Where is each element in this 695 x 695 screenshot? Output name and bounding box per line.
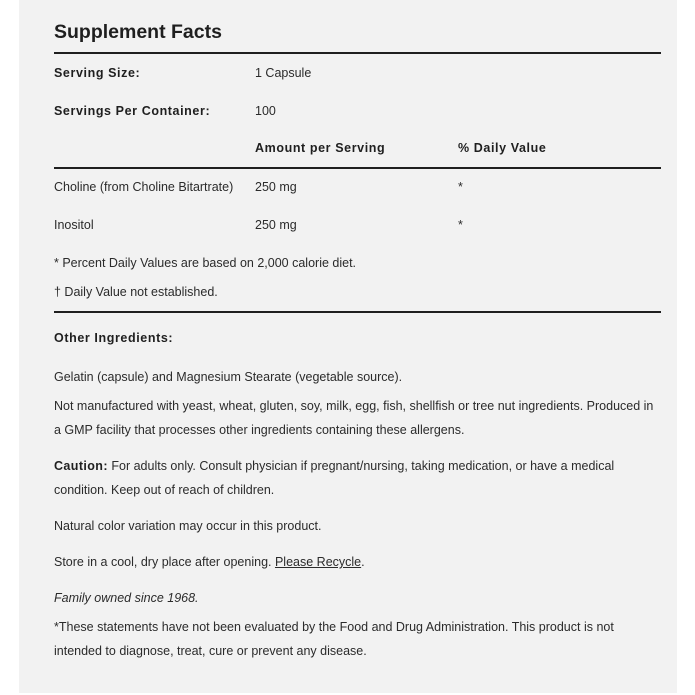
storage-text: Store in a cool, dry place after opening. [54,555,275,569]
ingredient-amount: 250 mg [255,218,297,232]
caution-label: Caution: [54,459,108,473]
other-ingredients-text: Gelatin (capsule) and Magnesium Stearate (vegetable source). [54,370,403,384]
other-ingredients-heading: Other Ingredients: [54,331,174,345]
fda-disclaimer: *These statements have not been evaluated by the Food and Drug Administration. This product is not intended to diagnose, treat, cure or prevent any disease. [54,620,614,658]
ingredient-daily-value: * [458,180,463,194]
table-header-divider [54,167,661,169]
column-header-amount: Amount per Serving [255,141,386,155]
caution-text: For adults only. Consult physician if pregnant/nursing, taking medication, or have a medical condition. Keep out of reach of children. [54,459,615,497]
ingredient-name: Inositol [54,218,94,232]
ingredient-amount: 250 mg [255,180,297,194]
color-variation-note: Natural color variation may occur in this product. [54,519,322,533]
servings-per-container-label: Servings Per Container: [54,104,211,118]
footnote-daily-values: * Percent Daily Values are based on 2,000 calorie diet. [54,256,357,270]
page-title: Supplement Facts [54,21,222,43]
footnote-not-established: † Daily Value not established. [54,285,218,299]
serving-size-value: 1 Capsule [255,66,312,80]
caution-statement [54,454,661,502]
ingredient-name: Choline (from Choline Bitartrate) [54,180,234,194]
serving-size-label: Serving Size: [54,66,141,80]
title-divider [54,52,661,54]
servings-per-container-value: 100 [255,104,276,118]
storage-statement [54,550,661,574]
column-header-daily-value: % Daily Value [458,141,547,155]
allergen-statement: Not manufactured with yeast, wheat, gluten, soy, milk, egg, fish, shellfish or tree nut ingredients. Produced in a GMP facility that processes other ingredients containing these allergens. [54,399,654,437]
facts-bottom-divider [54,311,661,313]
ingredient-daily-value: * [458,218,463,232]
storage-text-end: . [361,555,365,569]
family-owned-note: Family owned since 1968. [54,591,199,605]
recycle-link[interactable]: Please Recycle [274,555,362,569]
